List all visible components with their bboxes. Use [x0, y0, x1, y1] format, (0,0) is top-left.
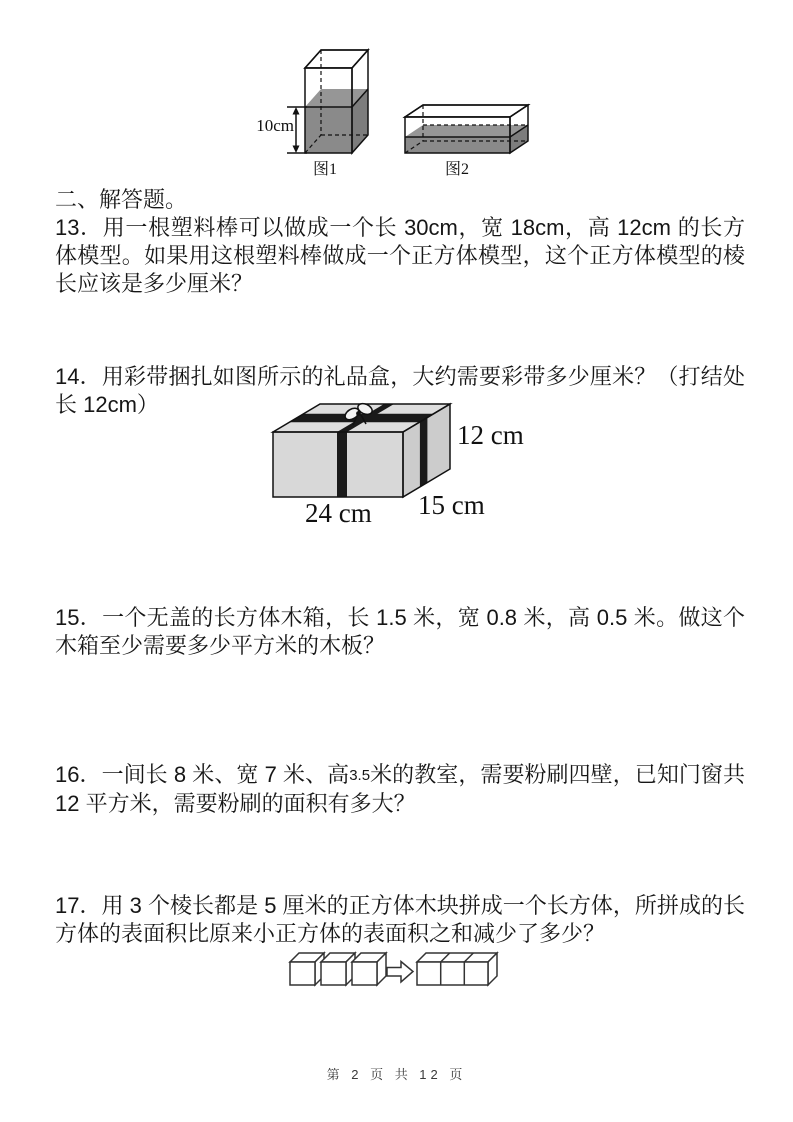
tank2-body	[405, 105, 528, 153]
tank1-height-label: 10cm	[256, 116, 294, 135]
gift-box-height-label: 12 cm	[457, 420, 524, 450]
problem-16-text-before: 16．一间长 8 米、宽 7 米、高	[55, 762, 350, 787]
figure2-caption: 图2	[445, 161, 470, 178]
cube-2	[321, 953, 355, 985]
tank1-body	[305, 50, 368, 153]
gift-box-diagram	[265, 396, 533, 532]
figure1-water-tank-diagram	[255, 44, 375, 159]
water-front-face	[305, 107, 352, 153]
gift-box-body	[273, 404, 450, 497]
cube-3	[352, 953, 386, 985]
problem-16	[55, 761, 745, 818]
problem-15: 15．一个无盖的长方体木箱，长 1.5 米，宽 0.8 米，高 0.5 米。做这个木箱至少需要多少平方米的木板？	[55, 605, 745, 658]
problem-13: 13．用一根塑料棒可以做成一个长 30cm，宽 18cm，高 12cm 的长方体模型。如果用这根塑料棒做成一个正方体模型，这个正方体模型的棱长应该是多少厘米？	[55, 215, 745, 296]
problem-16-text-after: 米的教室，需要粉刷四壁，已知门窗共 12 平方米，需要粉刷的面积有多大？	[55, 762, 745, 816]
figure2-water-tank-diagram	[400, 100, 535, 158]
tank1-dimension	[256, 107, 307, 153]
transform-arrow-icon	[387, 962, 413, 983]
gift-box-width-label: 24 cm	[305, 498, 372, 528]
ribbon-right-vertical	[420, 417, 428, 487]
cube-1	[290, 953, 324, 985]
joined-cuboid	[417, 953, 497, 985]
page-number: 第 2 页 共 12 页	[326, 1067, 467, 1082]
problem-14: 14．用彩带捆扎如图所示的礼品盒，大约需要彩带多少厘米？（打结处长 12cm）	[55, 364, 745, 417]
problem-16-small-number: 3.5	[349, 767, 371, 784]
figure1-caption: 图1	[313, 161, 338, 178]
water-front-face	[405, 137, 510, 153]
ribbon-front-vertical	[337, 432, 347, 497]
problem-17: 17．用 3 个棱长都是 5 厘米的正方体木块拼成一个长方体，所拼成的长方体的表面积比原来小正方体的表面积之和减少了多少？	[55, 893, 745, 946]
gift-box-depth-label: 15 cm	[418, 490, 485, 520]
cubes-to-cuboid-diagram	[285, 948, 500, 990]
section-title: 二、解答题。	[55, 187, 188, 212]
